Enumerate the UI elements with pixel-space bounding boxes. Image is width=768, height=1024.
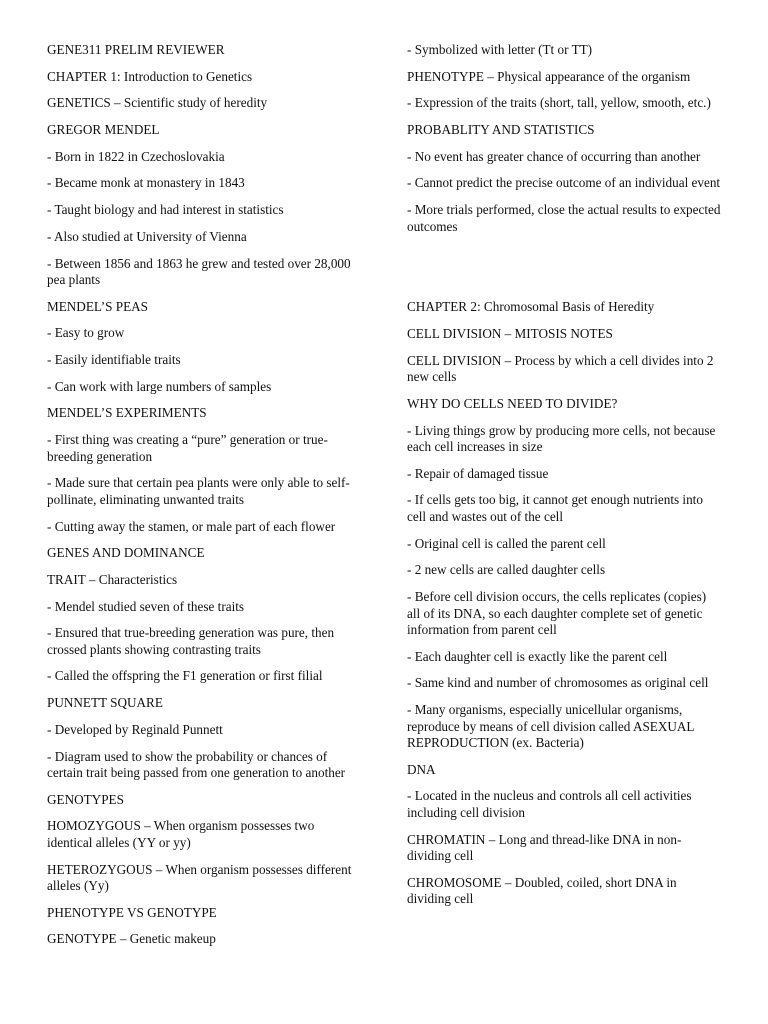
bullet-item: - Repair of damaged tissue: [407, 465, 549, 481]
chapter-heading: CHAPTER 1: Introduction to Genetics: [47, 68, 253, 84]
bullet-item: - Many organisms, especially unicellular organisms, reproduce by means of cell division called ASEXUAL REPRODUCTION (ex. Bacteria): [407, 702, 694, 751]
definition: PHENOTYPE – Physical appearance of the organism: [407, 68, 691, 84]
bullet-item: - Easy to grow: [47, 325, 125, 341]
bullet-item: - No event has greater chance of occurring than another: [407, 148, 701, 164]
bullet-item: - Became monk at monastery in 1843: [47, 175, 245, 191]
definition: CHROMATIN – Long and thread-like DNA in non-dividing cell: [407, 831, 682, 864]
section-heading: WHY DO CELLS NEED TO DIVIDE?: [407, 395, 618, 411]
bullet-item: - Between 1856 and 1863 he grew and tested over 28,000 pea plants: [47, 255, 351, 287]
bullet-item: - First thing was creating a “pure” generation or true-breeding generation: [47, 432, 328, 464]
bullet-item: - Made sure that certain pea plants were only able to self-pollinate, eliminating unwanted traits: [47, 475, 350, 507]
bullet-item: - Same kind and number of chromosomes as original cell: [407, 675, 709, 691]
section-heading: DNA: [407, 761, 436, 777]
section-heading: PHENOTYPE VS GENOTYPE: [47, 904, 217, 920]
blank-gap: [407, 245, 722, 299]
bullet-item: - Born in 1822 in Czechoslovakia: [47, 148, 225, 164]
bullet-item: - Cutting away the stamen, or male part of each flower: [47, 518, 336, 534]
bullet-item: - If cells gets too big, it cannot get enough nutrients into cell and wastes out of the cell: [407, 492, 703, 524]
bullet-item: - Mendel studied seven of these traits: [47, 598, 245, 614]
bullet-item: - Located in the nucleus and controls all cell activities including cell division: [407, 788, 692, 820]
chapter-heading: CHAPTER 2: Chromosomal Basis of Heredity: [407, 299, 655, 315]
definition: CHROMOSOME – Doubled, coiled, short DNA in dividing cell: [407, 874, 677, 907]
section-heading: MENDEL’S EXPERIMENTS: [47, 405, 207, 421]
definition: HETEROZYGOUS – When organism possesses different alleles (Yy): [47, 861, 352, 894]
bullet-item: - Ensured that true-breeding generation was pure, then crossed plants showing contrasting traits: [47, 625, 335, 657]
bullet-item: - Easily identifiable traits: [47, 352, 181, 368]
definition: CELL DIVISION – Process by which a cell divides into 2 new cells: [407, 352, 714, 385]
bullet-item: - Expression of the traits (short, tall, yellow, smooth, etc.): [407, 95, 711, 111]
bullet-item: - Symbolized with letter (Tt or TT): [407, 42, 593, 57]
bullet-item: - 2 new cells are called daughter cells: [407, 562, 606, 578]
bullet-item: - Taught biology and had interest in statistics: [47, 202, 284, 218]
section-heading: MENDEL’S PEAS: [47, 298, 148, 314]
bullet-item: - Developed by Reginald Punnett: [47, 721, 223, 737]
definition: GENETICS – Scientific study of heredity: [47, 95, 268, 111]
definition: GENOTYPE – Genetic makeup: [47, 931, 216, 947]
bullet-item: - Diagram used to show the probability or chances of certain trait being passed from one generation to another: [47, 748, 346, 780]
bullet-item: - Can work with large numbers of samples: [47, 378, 272, 394]
bullet-item: - Each daughter cell is exactly like the parent cell: [407, 648, 668, 664]
section-heading: GENOTYPES: [47, 791, 124, 807]
section-heading: GENES AND DOMINANCE: [47, 545, 205, 561]
section-heading: PROBABLITY AND STATISTICS: [407, 122, 595, 138]
bullet-item: - Cannot predict the precise outcome of an individual event: [407, 175, 721, 191]
bullet-item: - More trials performed, close the actual results to expected outcomes: [407, 202, 721, 234]
bullet-item: - Called the offspring the F1 generation or first filial: [47, 668, 323, 684]
section-heading: PUNNETT SQUARE: [47, 695, 163, 711]
bullet-item: - Original cell is called the parent cell: [407, 535, 606, 551]
bullet-item: - Before cell division occurs, the cells replicates (copies) all of its DNA, so each daughter complete set of genetic information from parent cell: [407, 589, 707, 637]
definition: TRAIT – Characteristics: [47, 571, 178, 587]
doc-title: GENE311 PRELIM REVIEWER: [47, 42, 225, 57]
bullet-item: - Living things grow by producing more cells, not because each cell increases in size: [407, 422, 716, 455]
section-heading: CELL DIVISION – MITOSIS NOTES: [407, 326, 613, 341]
bullet-item: - Also studied at University of Vienna: [47, 228, 247, 244]
definition: HOMOZYGOUS – When organism possesses two identical alleles (YY or yy): [47, 818, 315, 850]
left-column: [47, 42, 362, 958]
right-column: [407, 42, 722, 918]
section-heading: GREGOR MENDEL: [47, 122, 160, 138]
